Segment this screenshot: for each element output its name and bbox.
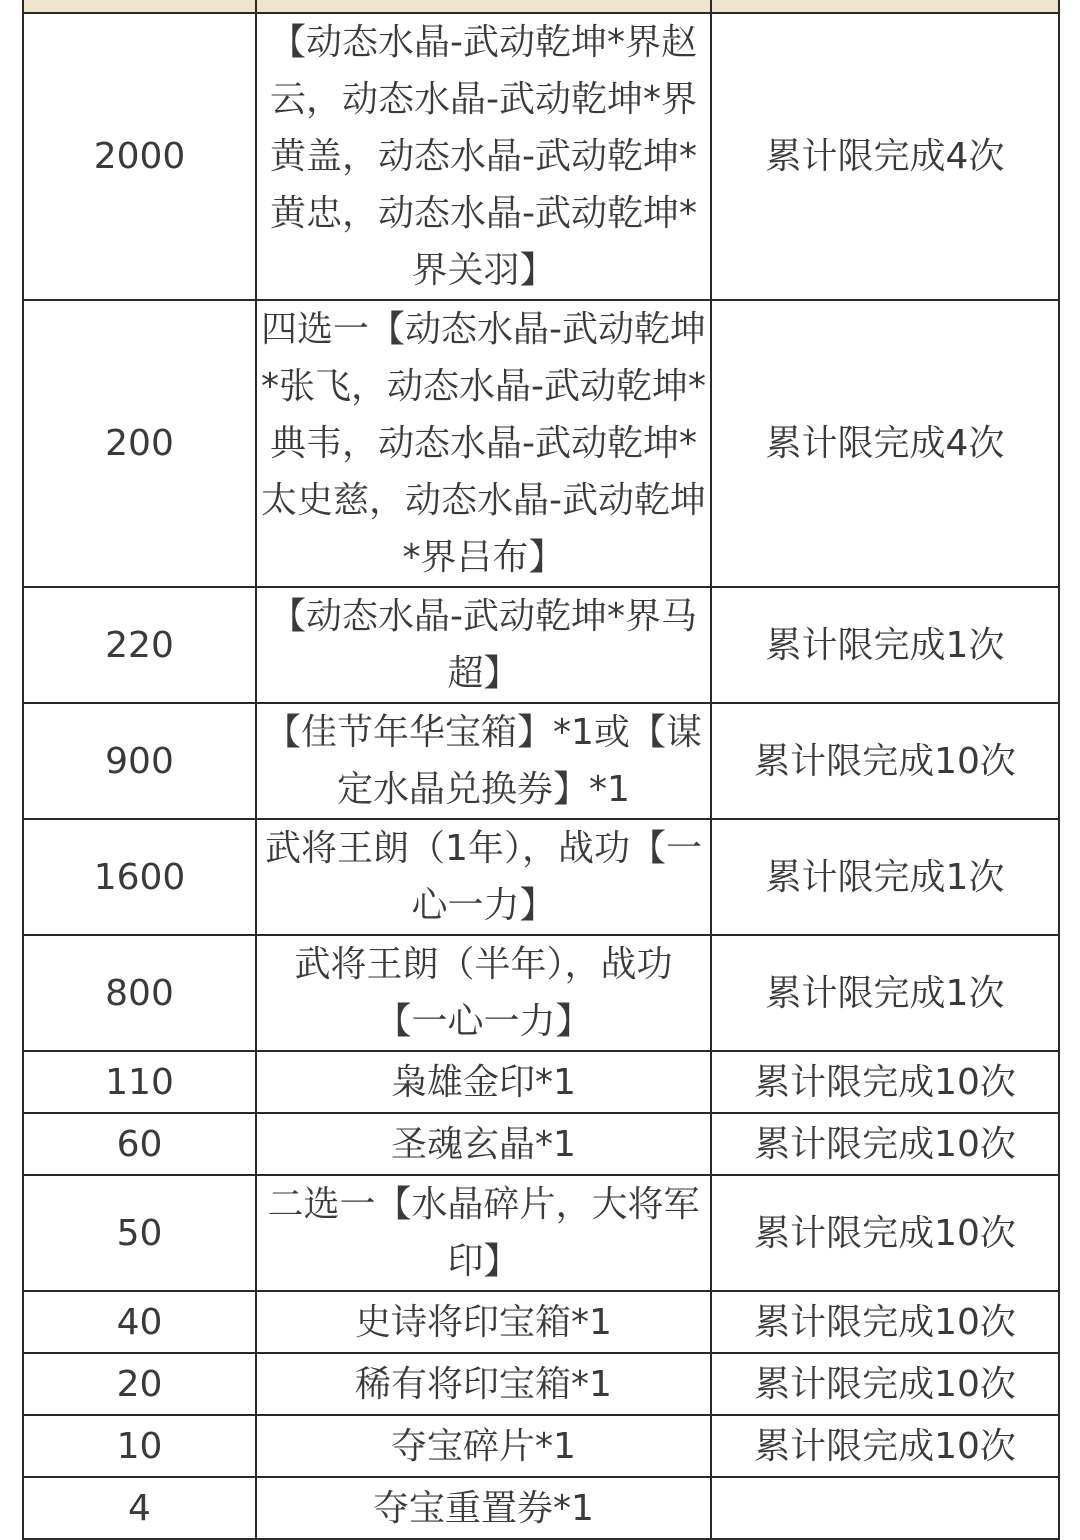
reward-cell: 武将王朗（半年），战功【一心一力】 (256, 935, 711, 1051)
reward-cell: 史诗将印宝箱*1 (256, 1291, 711, 1353)
limit-cell: 累计限完成10次 (711, 1291, 1059, 1353)
header-cell-reward (256, 0, 711, 13)
reward-cell: 夺宝碎片*1 (256, 1415, 711, 1477)
limit-cell: 累计限完成10次 (711, 703, 1059, 819)
table-row (23, 1175, 1059, 1291)
points-cell: 4 (23, 1477, 256, 1539)
limit-cell: 累计限完成1次 (711, 587, 1059, 703)
reward-cell: 武将王朗（1年），战功【一心一力】 (256, 819, 711, 935)
limit-cell (711, 1477, 1059, 1539)
reward-cell: 夺宝重置券*1 (256, 1477, 711, 1539)
points-cell: 40 (23, 1291, 256, 1353)
reward-cell: 【动态水晶-武动乾坤*界马超】 (256, 587, 711, 703)
table-row (23, 1291, 1059, 1353)
header-cell-limit (711, 0, 1059, 13)
reward-cell: 四选一【动态水晶-武动乾坤*张飞，动态水晶-武动乾坤*典韦，动态水晶-武动乾坤*太史慈，动态水晶-武动乾坤*界吕布】 (256, 300, 711, 587)
reward-cell: 稀有将印宝箱*1 (256, 1353, 711, 1415)
reward-cell: 【动态水晶-武动乾坤*界赵云，动态水晶-武动乾坤*界黄盖，动态水晶-武动乾坤*黄忠，动态水晶-武动乾坤*界关羽】 (256, 13, 711, 300)
reward-table-container (22, 0, 1058, 1540)
points-cell: 20 (23, 1353, 256, 1415)
points-cell: 60 (23, 1113, 256, 1175)
table-row (23, 300, 1059, 587)
header-cell-points (23, 0, 256, 13)
limit-cell: 累计限完成4次 (711, 300, 1059, 587)
table-row (23, 1415, 1059, 1477)
table-row (23, 935, 1059, 1051)
limit-cell: 累计限完成10次 (711, 1175, 1059, 1291)
reward-cell: 【佳节年华宝箱】*1或【谋定水晶兑换券】*1 (256, 703, 711, 819)
points-cell: 50 (23, 1175, 256, 1291)
table-row (23, 13, 1059, 300)
reward-cell: 圣魂玄晶*1 (256, 1113, 711, 1175)
table-header-row (23, 0, 1059, 13)
reward-table (22, 0, 1060, 1540)
reward-cell: 枭雄金印*1 (256, 1051, 711, 1113)
table-row (23, 1353, 1059, 1415)
limit-cell: 累计限完成1次 (711, 819, 1059, 935)
reward-cell: 二选一【水晶碎片，大将军印】 (256, 1175, 711, 1291)
limit-cell: 累计限完成10次 (711, 1415, 1059, 1477)
points-cell: 800 (23, 935, 256, 1051)
points-cell: 900 (23, 703, 256, 819)
table-row (23, 1051, 1059, 1113)
table-row (23, 1113, 1059, 1175)
limit-cell: 累计限完成10次 (711, 1353, 1059, 1415)
table-row (23, 587, 1059, 703)
points-cell: 200 (23, 300, 256, 587)
table-row (23, 703, 1059, 819)
limit-cell: 累计限完成4次 (711, 13, 1059, 300)
points-cell: 110 (23, 1051, 256, 1113)
points-cell: 10 (23, 1415, 256, 1477)
limit-cell: 累计限完成1次 (711, 935, 1059, 1051)
limit-cell: 累计限完成10次 (711, 1113, 1059, 1175)
points-cell: 220 (23, 587, 256, 703)
table-row (23, 819, 1059, 935)
table-row (23, 1477, 1059, 1539)
points-cell: 2000 (23, 13, 256, 300)
points-cell: 1600 (23, 819, 256, 935)
limit-cell: 累计限完成10次 (711, 1051, 1059, 1113)
